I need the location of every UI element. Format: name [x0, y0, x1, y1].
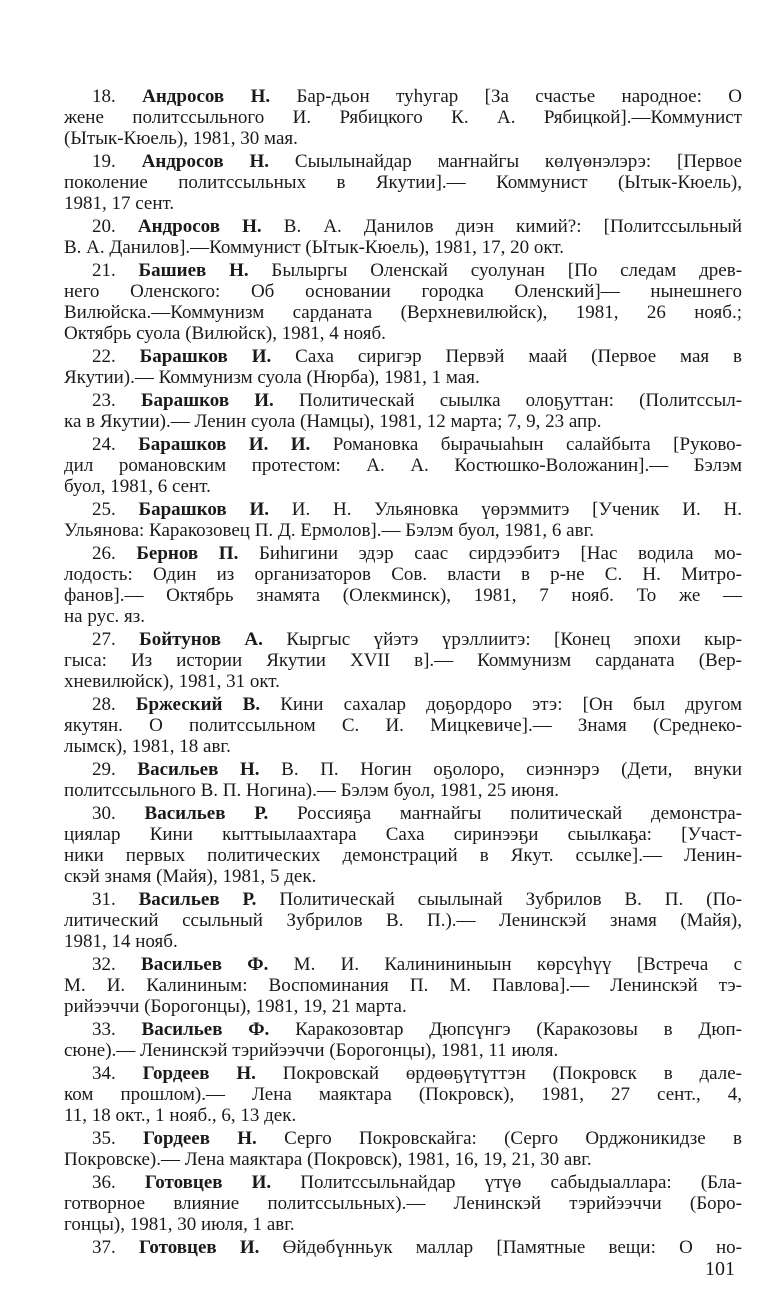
entry-author: Готовцев И.	[144, 1172, 272, 1193]
entry-text: Серго Покровскайга: (Серго Орджоникидзе в	[284, 1128, 742, 1149]
entry-number: 31.	[92, 889, 116, 910]
entry-author: Васильев Р.	[138, 889, 257, 910]
entry-text: Романовка бырачыаһын салайбыта [Руково-	[332, 434, 743, 455]
bibliography-entry-first-line	[92, 543, 742, 564]
entry-author: Барашков И.	[139, 346, 272, 367]
bibliography-entry-line: якутян. О политссыльном С. И. Мицкевиче].— Знамя (Среднеко-	[64, 715, 742, 736]
bibliography-entry-first-line	[92, 434, 742, 455]
entry-number: 28.	[92, 694, 116, 715]
entry-text: Каракозовтар Дюпсүнгэ (Каракозовы в Дюп-	[295, 1019, 743, 1040]
bibliography-entry-first-line	[92, 694, 742, 715]
entry-number: 19.	[92, 151, 116, 172]
entry-text: Бар-дьон туһугар [За счастье народное: О	[296, 86, 742, 107]
bibliography-entry-first-line	[92, 1237, 742, 1258]
entry-text: Россияҕа маҥнайгы политическай демонстра-	[297, 803, 743, 824]
bibliography-entry-first-line	[92, 346, 742, 367]
entry-number: 27.	[92, 629, 116, 650]
bibliography-entry-line: на рус. яз.	[64, 606, 146, 627]
entry-text: Кини сахалар доҕордоро этэ: [Он был другом	[280, 694, 742, 715]
bibliography-entry-line: 1981, 14 нояб.	[64, 931, 178, 952]
bibliography-entry-line: ники первых политических демонстраций в Якут. ссылке].— Ленин-	[64, 845, 742, 866]
bibliography-entry-first-line	[92, 499, 742, 520]
bibliography-entry-line: Вилюйска.—Коммунизм сарданата (Верхневилюйск), 1981, 26 нояб.;	[64, 302, 742, 323]
bibliography-entry-line: Покровске).— Лена маяктара (Покровск), 1981, 16, 19, 21, 30 авг.	[64, 1149, 592, 1170]
entry-author: Васильев Ф.	[141, 954, 269, 975]
bibliography-entry-first-line	[92, 889, 742, 910]
bibliography-entry-line: него Оленского: Об основании городка Оленский]— нынешнего	[64, 281, 742, 302]
bibliography-entry-line: ком прошлом).— Лена маяктара (Покровск), 1981, 27 сент., 4,	[64, 1084, 742, 1105]
entry-text: Былыргы Оленскай суолунан [По следам древ-	[271, 260, 743, 281]
bibliography-entry-line: (Ытык-Кюель), 1981, 30 мая.	[64, 128, 298, 149]
entry-author: Андросов Н.	[137, 216, 262, 237]
bibliography-entry-first-line	[92, 1063, 742, 1084]
bibliography-entry-line: хневилюйск), 1981, 31 окт.	[64, 671, 280, 692]
entry-number: 26.	[92, 543, 116, 564]
entry-author: Барашков И. И.	[138, 434, 311, 455]
bibliography-entry-line: 1981, 17 сент.	[64, 193, 175, 214]
bibliography-entry-first-line	[92, 954, 742, 975]
entry-author: Андросов Н.	[141, 151, 270, 172]
entry-author: Готовцев И.	[138, 1237, 260, 1258]
bibliography-entry-line: М. И. Калининым: Воспоминания П. М. Павлова].— Ленинскэй тэ-	[64, 975, 742, 996]
bibliography-entry-first-line	[92, 260, 742, 281]
entry-number: 24.	[92, 434, 116, 455]
entry-number: 30.	[92, 803, 116, 824]
bibliography-entry-first-line	[92, 216, 742, 237]
entry-number: 25.	[92, 499, 116, 520]
entry-text: Политссыльнайдар үтүө сабыдыаллара: (Бла-	[300, 1172, 742, 1193]
bibliography-entry-first-line	[92, 86, 742, 107]
bibliography-entry-line: циялар Кини кыттыылаахтара Саха сиринээҕи сыылкаҕа: [Участ-	[64, 824, 742, 845]
entry-text: Биһигини эдэр саас сирдээбитэ [Нас водила мо-	[258, 543, 743, 564]
entry-author: Гордеев Н.	[143, 1128, 257, 1149]
entry-number: 33.	[92, 1019, 116, 1040]
entry-author: Андросов Н.	[142, 86, 271, 107]
page-number: 101	[705, 1258, 735, 1280]
bibliography-entry-first-line	[92, 1172, 742, 1193]
bibliography-entry-line: фанов].— Октябрь знамята (Олекминск), 1981, 7 нояб. То же —	[64, 585, 742, 606]
entry-author: Васильев Р.	[144, 803, 269, 824]
entry-text: Покровскай өрдөөҕүтүттэн (Покровск в дале-	[282, 1063, 743, 1084]
entry-text: Сыылынайдар маҥнайгы көлүөнэлэрэ: [Первое	[294, 151, 743, 172]
entry-number: 23.	[92, 390, 116, 411]
entry-number: 35.	[92, 1128, 116, 1149]
bibliography-entry-line: лымск), 1981, 18 авг.	[64, 736, 231, 757]
bibliography-entry-line: сюне).— Ленинскэй тэрийээччи (Борогонцы), 1981, 11 июля.	[64, 1040, 559, 1061]
entry-author: Барашков И.	[140, 390, 274, 411]
entry-text: В. П. Ногин оҕолоро, сиэннэрэ (Дети, внуки	[281, 759, 743, 780]
entry-text: Политическай сыылынай Зубрилов В. П. (По-	[279, 889, 743, 910]
bibliography-entry-line: гонцы), 1981, 30 июля, 1 авг.	[64, 1214, 295, 1235]
entry-text: М. И. Калинининыын көрсүһүү [Встреча с	[293, 954, 742, 975]
entry-author: Бойтунов А.	[139, 629, 263, 650]
bibliography-entry-line: жене политссыльного И. Рябицкого К. А. Рябицкой].—Коммунист	[64, 107, 742, 128]
entry-author: Васильев Ф.	[141, 1019, 270, 1040]
entry-number: 29.	[92, 759, 116, 780]
entry-author: Бернов П.	[136, 543, 239, 564]
entry-number: 36.	[92, 1172, 116, 1193]
entry-author: Гордеев Н.	[142, 1063, 256, 1084]
bibliography-entry-line: Якутии).— Коммунизм суола (Нюрба), 1981, 1 мая.	[64, 367, 480, 388]
bibliography-entry-first-line	[92, 390, 742, 411]
bibliography-entry-line: Октябрь суола (Вилюйск), 1981, 4 нояб.	[64, 323, 386, 344]
bibliography-entry-line: скэй знамя (Майя), 1981, 5 дек.	[64, 866, 317, 887]
entry-number: 37.	[92, 1237, 116, 1258]
bibliography-entry-line: Ульянова: Каракозовец П. Д. Ермолов].— Бэлэм буол, 1981, 6 авг.	[64, 520, 594, 541]
entry-text: Политическай сыылка олоҕуттан: (Политссыл-	[298, 390, 743, 411]
entry-author: Башиев Н.	[138, 260, 249, 281]
entry-text: Саха сиригэр Первэй маай (Первое мая в	[295, 346, 742, 367]
bibliography-entry-line: В. А. Данилов].—Коммунист (Ытык-Кюель), 1981, 17, 20 окт.	[64, 237, 565, 258]
entry-number: 20.	[92, 216, 116, 237]
bibliography-entry-line: 11, 18 окт., 1 нояб., 6, 13 дек.	[64, 1105, 297, 1126]
entry-number: 21.	[92, 260, 116, 281]
entry-text: Кыргыс үйэтэ үрэллиитэ: [Конец эпохи кыр-	[286, 629, 743, 650]
bibliography-entry-first-line	[92, 1128, 742, 1149]
entry-text: Өйдөбүнньук маллар [Памятные вещи: О но-	[282, 1237, 742, 1258]
entry-text: В. А. Данилов диэн кимий?: [Политссыльный	[283, 216, 742, 237]
bibliography-entry-line: ка в Якутии).— Ленин суола (Намцы), 1981, 12 марта; 7, 9, 23 апр.	[64, 411, 602, 432]
entry-number: 22.	[92, 346, 116, 367]
bibliography-entry-line: рийээччи (Борогонцы), 1981, 19, 21 марта.	[64, 996, 407, 1017]
bibliography-entry-first-line	[92, 759, 742, 780]
bibliography-entry-line: гыса: Из истории Якутии XVII в].— Коммунизм сарданата (Вер-	[64, 650, 742, 671]
entry-author: Васильев Н.	[137, 759, 260, 780]
entry-number: 32.	[92, 954, 116, 975]
bibliography-entry-first-line	[92, 629, 742, 650]
bibliography-entry-first-line	[92, 151, 742, 172]
entry-author: Барашков И.	[138, 499, 269, 520]
bibliography-entry-first-line	[92, 1019, 742, 1040]
bibliography-entry-line: буол, 1981, 6 сент.	[64, 476, 211, 497]
bibliography-entry-line: дил романовским протестом: А. А. Костюшко-Воложанин].— Бэлэм	[64, 455, 742, 476]
bibliography-entry-line: поколение политссыльных в Якутии].— Коммунист (Ытык-Кюель),	[64, 172, 742, 193]
entry-text: И. Н. Ульяновка үөрэммитэ [Ученик И. Н.	[291, 499, 742, 520]
bibliography-entry-line: политссыльного В. П. Ногина).— Бэлэм буол, 1981, 25 июня.	[64, 780, 560, 801]
bibliography-entry-line: литический ссыльный Зубрилов В. П.).— Ленинскэй знамя (Майя),	[64, 910, 742, 931]
bibliography-entry-line: готворное влияние политссыльных).— Ленинскэй тэрийээччи (Боро-	[64, 1193, 742, 1214]
bibliography-entry-line: лодость: Один из организаторов Сов. власти в р-не С. Н. Митро-	[64, 564, 742, 585]
entry-number: 34.	[92, 1063, 116, 1084]
entry-author: Бржеский В.	[135, 694, 261, 715]
bibliography-entry-first-line	[92, 803, 742, 824]
entry-number: 18.	[92, 86, 116, 107]
